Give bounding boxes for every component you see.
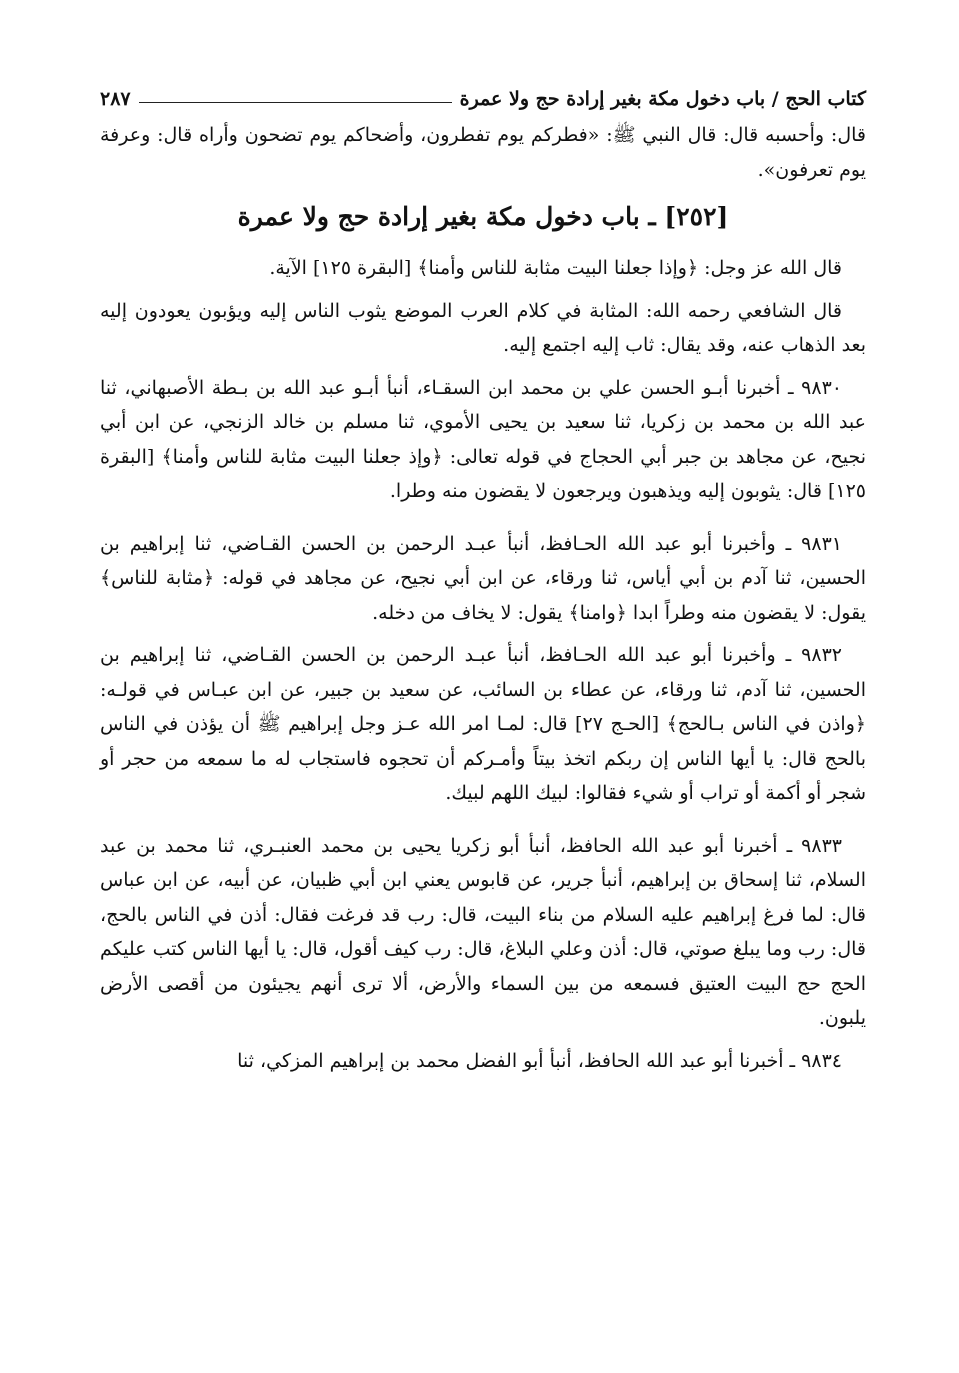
hadith-9834: ٩٨٣٤ ـ أخبرنا أبو عبد الله الحافظ، أنبأ أبو الفضل محمد بن إبراهيم المزكي، ثنا [237,1049,842,1072]
hadith-9831: ٩٨٣١ ـ وأخبرنا أبو عبد الله الحـافظ، أنبأ عبـد الرحمن بن الحسن القـاضي، ثنا إبراهيم بن الحسين، ثنا آدم بن أبي أياس، ثنا ورقاء، عن ابن أبي نجيح، عن مجاهد في قوله: ﴿مثابة للناس﴾ يقول: لا يقضون منه وطراً ابدا ﴿وامنا﴾ يقول: لا يخاف من دخله. [100,532,866,624]
running-header [100,70,866,110]
hadith-9832: ٩٨٣٢ ـ وأخبرنا أبو عبد الله الحـافظ، أنبأ عبـد الرحمن بن الحسن القـاضي، ثنا إبراهيم بن الحسين، ثنا آدم، ثنا ورقاء، عن عطاء بن السائب، عن سعيد بن جبير، عن ابن عبـاس في قولـه: ﴿واذن في الناس بـالحج﴾ [الحـج ٢٧] قال: لمـا امر الله عـز وجل إبراهيم ﷺ أن يؤذن في الناس بالحج قال: يا أيها الناس إن ربكم اتخذ بيتاً وأمـركم أن تحجوه فاستجاب له ما سمعه من حجر أو شجر أو أكمة أو تراب أو شيء فقالوا: لبيك اللهم لبيك. [100,644,867,804]
paragraph-quran-verse: قال الله عز وجل: ﴿وإذا جعلنا البيت مثابة للناس وأمنا﴾ [البقرة ١٢٥] الآية. [269,257,842,279]
header-rule [139,102,452,103]
hadith-9833: ٩٨٣٣ ـ أخبرنا أبو عبد الله الحافظ، أنبأ أبو زكريا يحيى بن محمد العنبـري، ثنا محمد بن عبد السلام، ثنا إسحاق بن إبراهيم، أنبأ جرير، عن قابوس يعني ابن أبي ظبيان، عن أبيه، عن ابن عباس قال: لما فرغ إبراهيم عليه السلام من بناء البيت، قال: رب قد فرغت فقال: أذن في الناس بالحج، قال: رب وما يبلغ صوتي، قال: أذن وعلي البلاغ، قال: رب كيف أقول، قال: يا أيها الناس كتب عليكم الحج حج البيت العتيق فسمعه من بين السماء والأرض، ألا ترى أنهم يجيئون من أقصى الأرض يلبون. [100,834,866,1029]
paragraph-opening: قال: وأحسبه قال: قال النبي ﷺ: «فطركم يوم تفطرون، وأضحاكم يوم تضحون وأراه قال: وعرفة يوم تعرفون». [100,124,866,181]
chapter-title: [٢٥٢] ـ باب دخول مكة بغير إرادة حج ولا عمرة [237,202,729,231]
book-page [100,70,866,1078]
paragraph-shafii: قال الشافعي رحمه الله: المثابة في كلام العرب الموضع يثوب الناس إليه ويؤبون يعودون إليه بعد الذهاب عنه، وقد يقال: ثاب إليه اجتمع إليه. [100,299,866,356]
hadith-9830: ٩٨٣٠ ـ أخبرنا أبـو الحسن علي بن محمد ابن السقـاء، أنبأ أبـو عبد الله بن بـطة الأصبهاني، ثنا عبد الله بن محمد بن زكريا، ثنا سعيد بن يحيى الأموي، ثنا مسلم بن خالد الزنجي، عن ابن أبي نجيح، عن مجاهد بن جبر أبي الحجاج في قوله تعالى: ﴿وإذ جعلنا البيت مثابة للناس وأمنا﴾ [البقرة ١٢٥] قال: يثوبون إليه ويذهبون ويرجعون لا يقضون منه وطرا. [100,376,866,502]
page-number: ٢٨٧ [100,88,131,110]
running-title: كتاب الحج / باب دخول مكة بغير إرادة حج ولا عمرة [459,88,866,110]
